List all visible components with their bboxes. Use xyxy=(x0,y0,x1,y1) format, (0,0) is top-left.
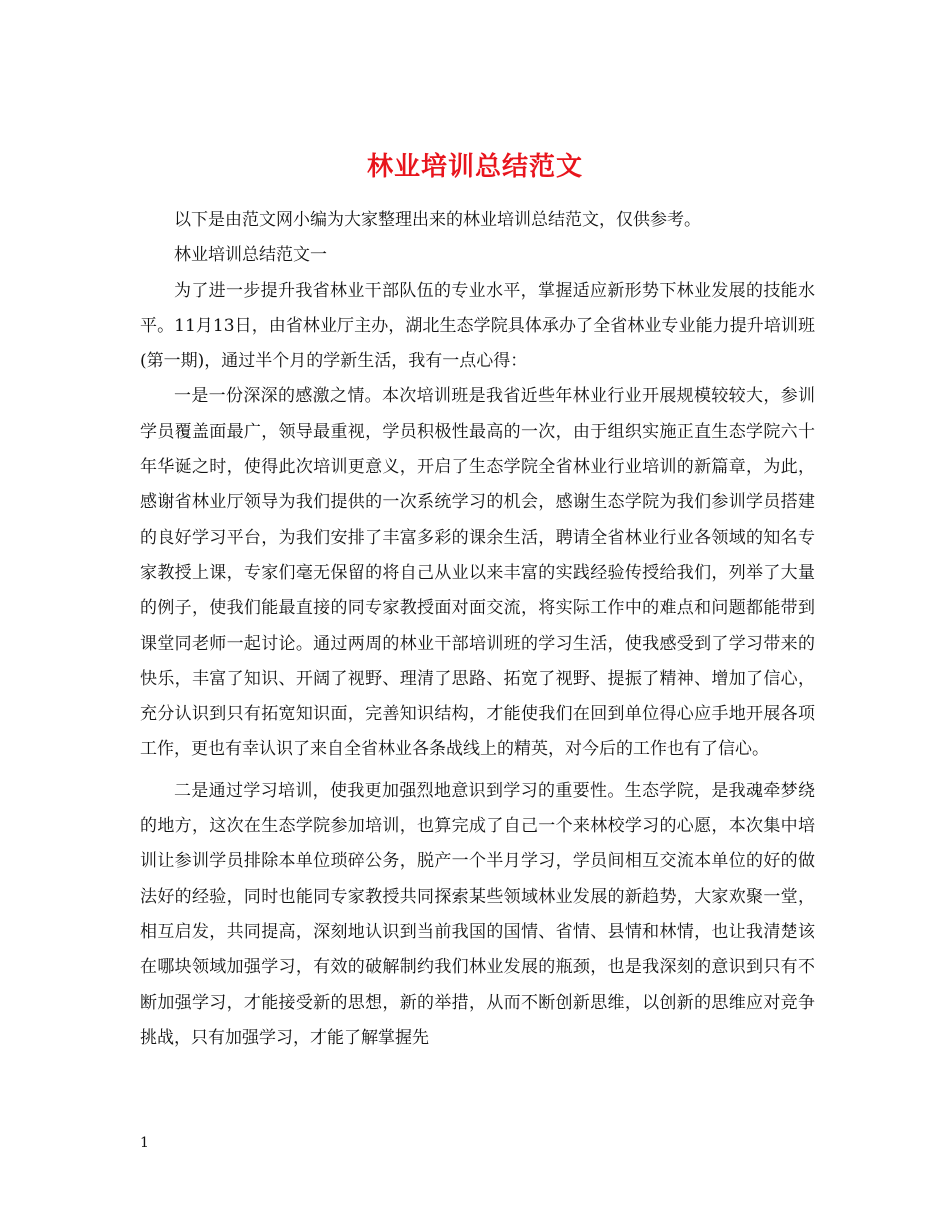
document-title: 林业培训总结范文 xyxy=(366,152,583,183)
intro-paragraph: 以下是由范文网小编为大家整理出来的林业培训总结范文，仅供参考。 xyxy=(174,210,701,230)
body-paragraph: 一是一份深深的感激之情。本次培训班是我省近些年林业行业开展规模较较大，参训学员覆盖面最广，领导最重视，学员积极性最高的一次，由于组织实施正直生态学院六十年华诞之时，使得此次培训更意义，开启了生态学院全省林业行业培训的新篇章，为此，感谢省林业厅领导为我们提供的一次系统学习的机会，感谢生态学院为我们参训学员搭建的良好学习平台，为我们安排了丰富多彩的课余生活，聘请全省林业行业各领域的知名专家教授上课，专家们毫无保留的将自己从业以来丰富的实践经验传授给我们，列举了大量的例子，使我们能最直接的同专家教授面对面交流，将实际工作中的难点和问题都能带到课堂同老师一起讨论。通过两周的林业干部培训班的学习生活，使我感受到了学习带来的快乐，丰富了知识、开阔了视野、理清了思路、拓宽了视野、提振了精神、增加了信心，充分认识到只有拓宽知识面，完善知识结构，才能使我们在回到单位得心应手地开展各项工作，更也有幸认识了来自全省林业各条战线上的精英，对今后的工作也有了信心。 xyxy=(140,386,815,760)
document-body xyxy=(140,203,815,1056)
body-paragraph: 为了进一步提升我省林业干部队伍的专业水平，掌握适应新形势下林业发展的技能水平。11月13日，由省林业厅主办，湖北生态学院具体承办了全省林业专业能力提升培训班(第一期)，通过半个月的学新生活，我有一点心得： xyxy=(140,280,815,372)
body-paragraph: 二是通过学习培训，使我更加强烈地意识到学习的重要性。生态学院，是我魂牵梦绕的地方，这次在生态学院参加培训，也算完成了自己一个来林校学习的心愿，本次集中培训让参训学员排除本单位琐碎公务，脱产一个半月学习，学员间相互交流本单位的好的做法好的经验，同时也能同专家教授共同探索某些领域林业发展的新趋势，大家欢聚一堂，相互启发，共同提高，深刻地认识到当前我国的国情、省情、县情和林情，也让我清楚该在哪块领域加强学习，有效的破解制约我们林业发展的瓶颈，也是我深刻的意识到只有不断加强学习，才能接受新的思想，新的举措，从而不断创新思维，以创新的思维应对竞争挑战，只有加强学习，才能了解掌握先 xyxy=(140,780,815,1048)
section-heading: 林业培训总结范文一 xyxy=(174,245,327,266)
page-number: 1 xyxy=(140,1135,149,1151)
